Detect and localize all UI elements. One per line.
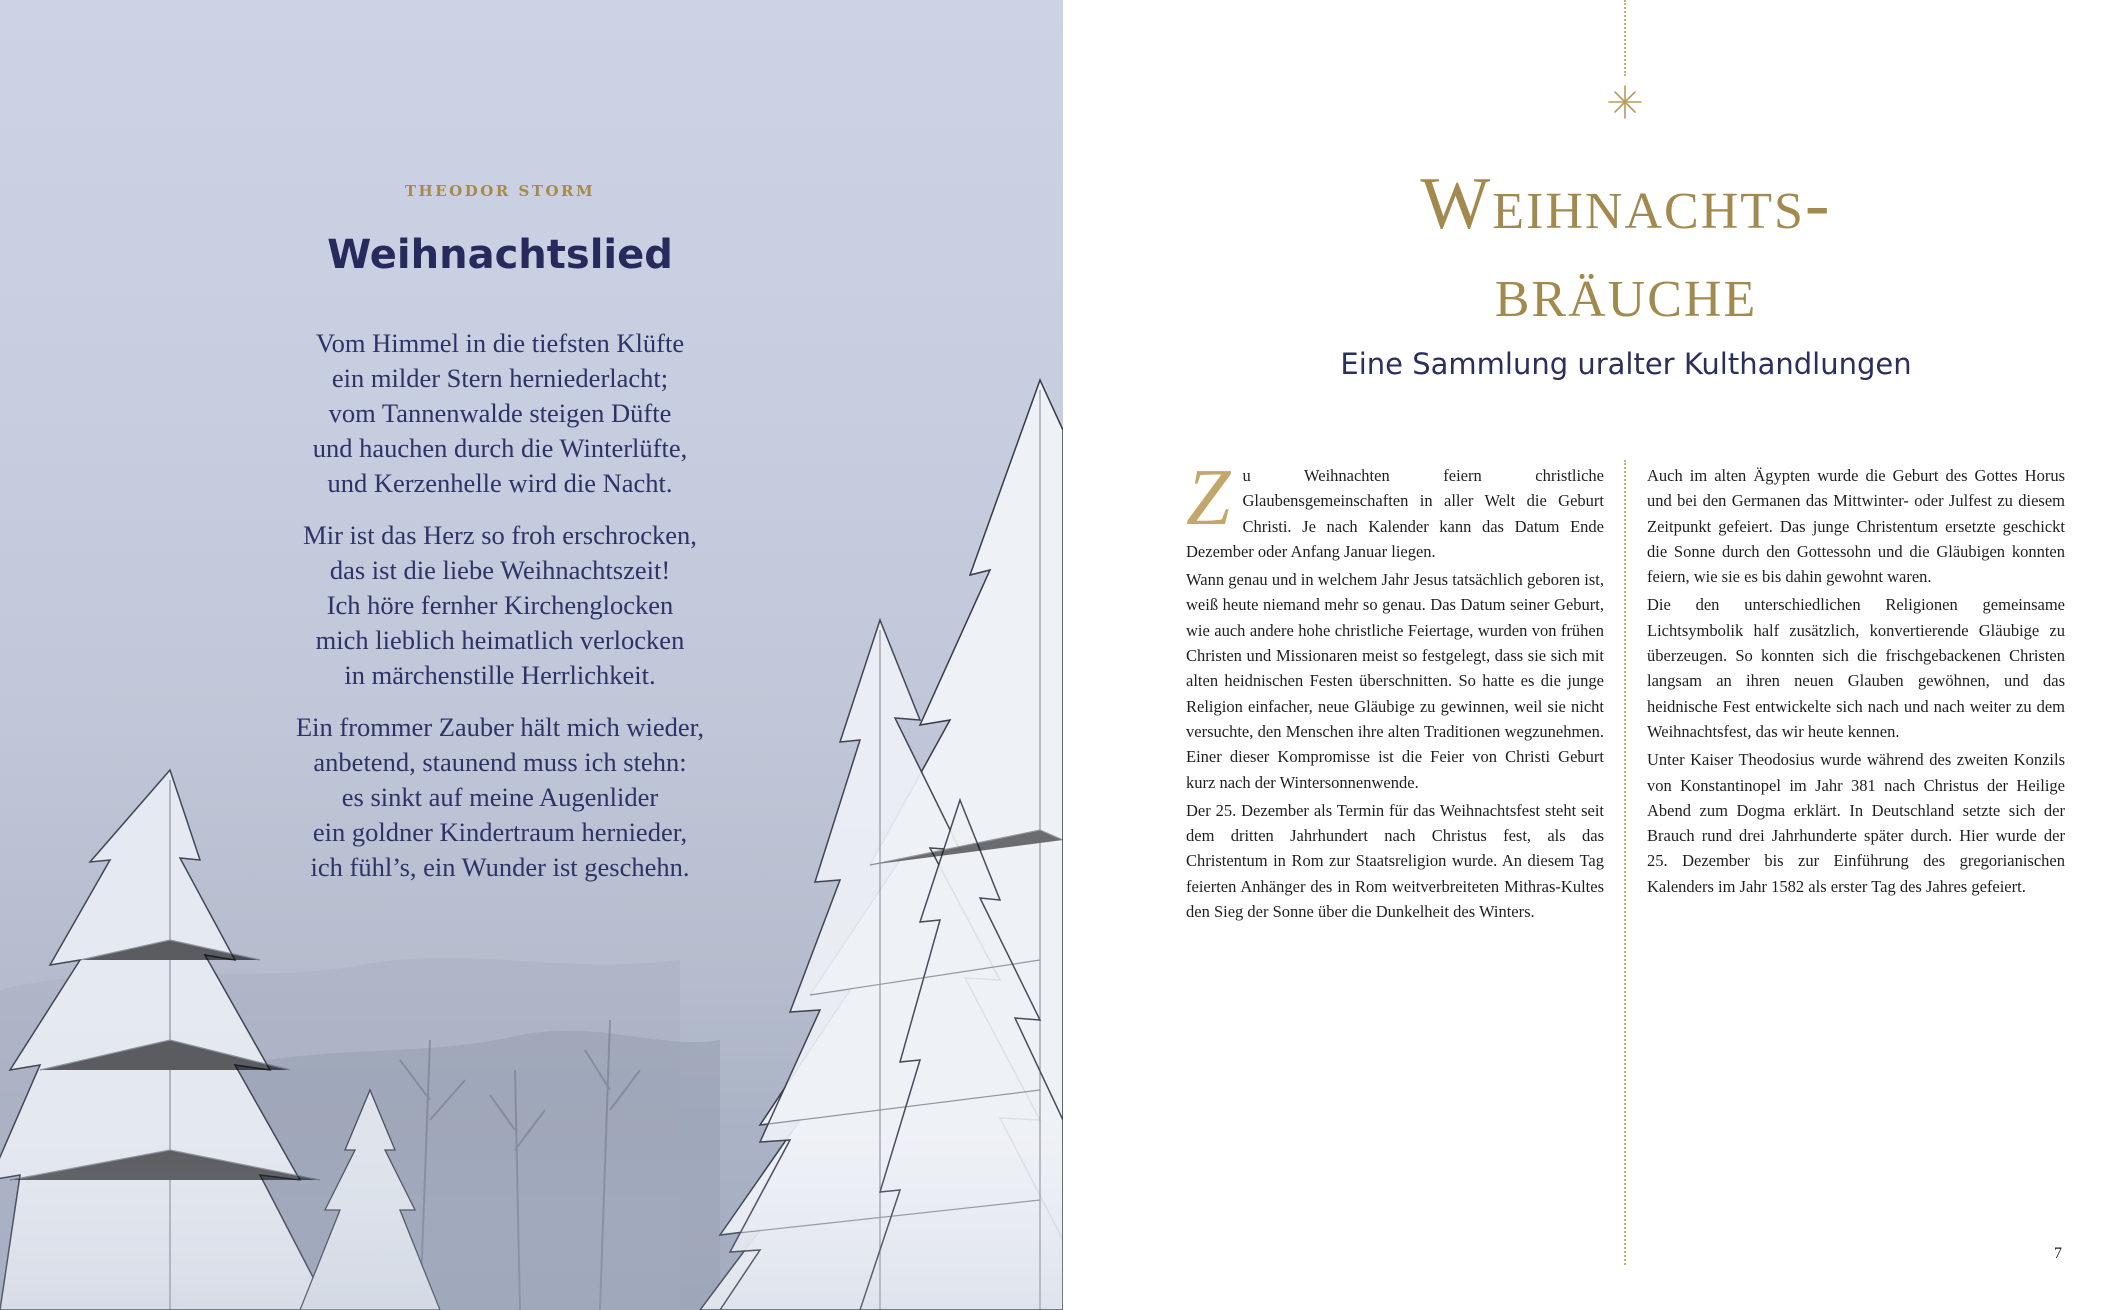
- paragraph: Unter Kaiser Theodosius wurde während des zweiten Konzils von Konstantinopel im Jahr 381 nach Christus der Heilige Abend zum Dogma erklärt. In Deutschland setzte sich der Brauch rund drei Jahrhunderte später durch. Hier wurde der 25. Dezember bis zur Einführung des gregorianischen Kalenders im Jahr 1582 als erster Tag des Jahres gefeiert.: [1647, 750, 2065, 896]
- poem-stanza: [0, 518, 1000, 693]
- poem-text: [0, 326, 1000, 902]
- chapter-title-line: bräuche: [1494, 251, 1758, 333]
- poem-line: vom Tannenwalde steigen Düfte: [328, 398, 672, 428]
- poem-title: Weihnachtslied: [327, 232, 673, 278]
- chapter-subtitle: Eine Sammlung uralter Kulthandlungen: [1340, 347, 1912, 381]
- star-icon: [1607, 84, 1643, 120]
- poem-line: mich lieblich heimatlich verlocken: [315, 625, 685, 655]
- poem-line: anbetend, staunend muss ich stehn:: [313, 747, 687, 777]
- poem-stanza: [0, 710, 1000, 885]
- poem-line: das ist die liebe Weihnachtszeit!: [329, 555, 671, 585]
- poem-line: in märchenstille Herrlichkeit.: [344, 660, 656, 690]
- dotted-divider-top: [1624, 0, 1626, 76]
- poem-line: ein goldner Kindertraum hernieder,: [312, 817, 688, 847]
- page-number: 7: [2054, 1245, 2062, 1262]
- paragraph: Wann genau und in welchem Jahr Jesus tatsächlich geboren ist, weiß heute niemand mehr so genau. Das Datum seiner Geburt, wie auch andere hohe christliche Feiertage, wurden von frühen Christen und Missionaren meist so festgelegt, dass sie sich mit alten heidnischen Festen überschnitten. So hatte es die junge Religion einfacher, neue Gläubige zu gewinnen, weil sie nicht versuchte, den Menschen ihre alten Traditionen wegzunehmen. Einer dieser Kompromisse ist die Feier von Christi Geburt kurz nach der Wintersonnenwende.: [1186, 570, 1604, 792]
- poem-line: Ein frommer Zauber hält mich wieder,: [295, 712, 705, 742]
- poem-line: Mir ist das Herz so froh erschrocken,: [303, 520, 697, 550]
- paragraph: Auch im alten Ägypten wurde die Geburt des Gottes Horus und bei den Germanen das Mittwinter- oder Julfest zu diesem Zeitpunkt gefeiert. Das junge Christentum ersetzte geschickt die Sonne durch den Gottessohn und die Gläubigen konnten feiern, wie sie es bis dahin gewohnt waren.: [1647, 466, 2065, 587]
- chapter-title: [1063, 160, 2126, 336]
- poem-line: es sinkt auf meine Augenlider: [341, 782, 659, 812]
- poem-line: ich fühl’s, ein Wunder ist geschehn.: [310, 852, 690, 882]
- poem-line: Ich höre fernher Kirchenglocken: [326, 590, 674, 620]
- text-column-right: [1647, 463, 2065, 902]
- drop-cap: Z: [1186, 454, 1231, 542]
- poem-author: THEODOR STORM: [404, 182, 596, 200]
- column-divider: [1624, 460, 1626, 1265]
- paragraph-text: u Weihnachten feiern christliche Glaubensgemeinschaften in aller Welt die Geburt Christi. Je nach Kalender kann das Datum Ende Dezember oder Anfang Januar liegen.: [1186, 466, 1604, 561]
- text-column-left: [1186, 454, 1604, 927]
- chapter-title-line: Weihnachts-: [1420, 163, 1832, 245]
- paragraph: Der 25. Dezember als Termin für das Weihnachtsfest steht seit dem dritten Jahrhundert nach Christus fest, als das Christentum in Rom zur Staatsreligion wurde. An diesem Tag feierten Anhänger des in Rom weitverbreiteten Mithras-Kultes den Sieg der Sonne über die Dunkelheit des Winters.: [1186, 800, 1604, 922]
- paragraph: [1186, 454, 1604, 564]
- poem-line: und Kerzenhelle wird die Nacht.: [327, 468, 673, 498]
- poem-stanza: [0, 326, 1000, 501]
- paragraph: Die den unterschiedlichen Religionen gemeinsame Lichtsymbolik half zusätzlich, konvertierende Gläubige zu überzeugen. So konnten sich die frischgebackenen Christen langsam an ihren neuen Glauben gewöhnen, und das heidnische Fest entwickelte sich nach und nach weiter zu dem Weihnachtsfest, das wir heute kennen.: [1647, 595, 2065, 741]
- poem-line: ein milder Stern herniederlacht;: [331, 363, 669, 393]
- poem-line: und hauchen durch die Winterlüfte,: [312, 433, 688, 463]
- poem-line: Vom Himmel in die tiefsten Klüfte: [315, 328, 685, 358]
- right-page: [1063, 0, 2126, 1310]
